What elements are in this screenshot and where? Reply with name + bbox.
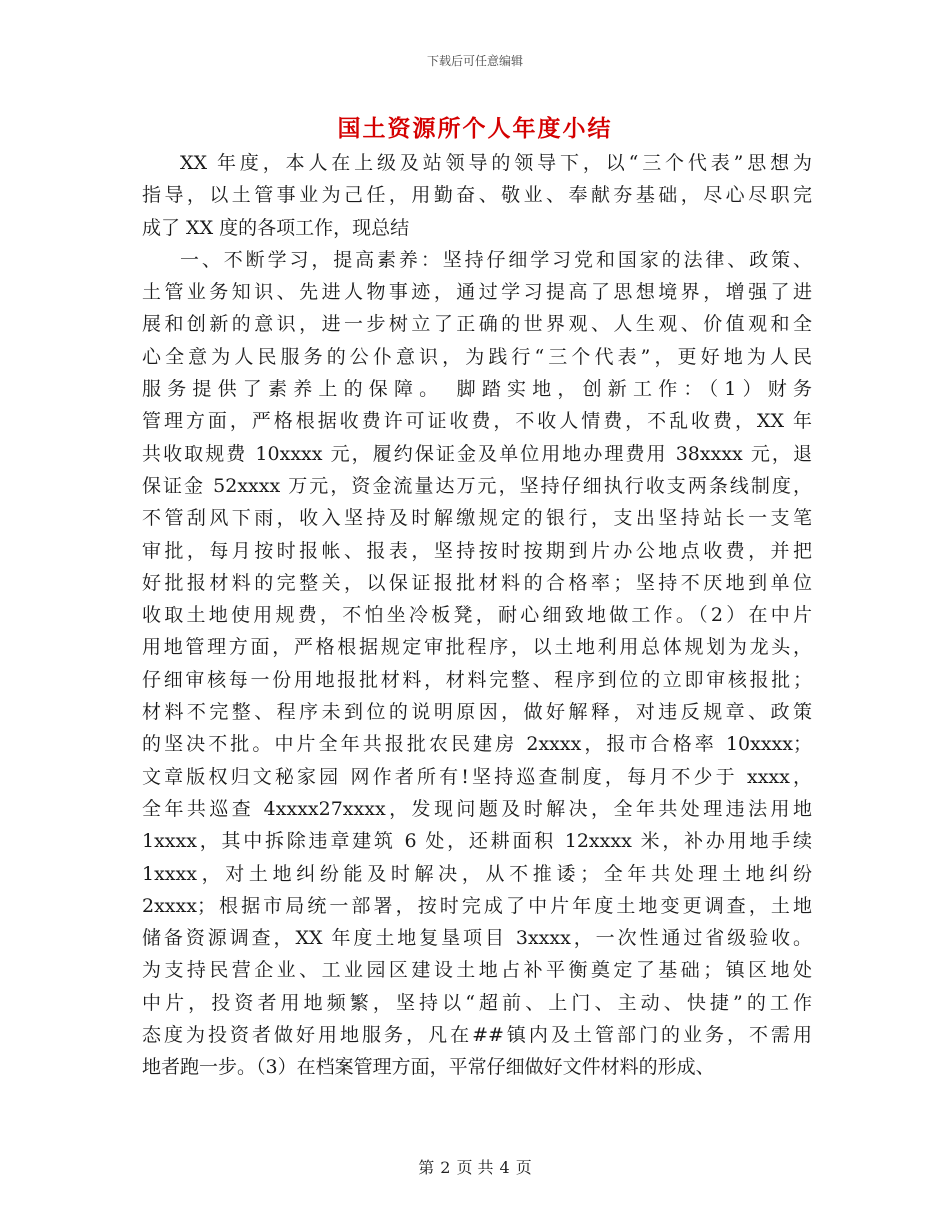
body-line: 态度为投资者做好用地服务，凡在##镇内及土管部门的业务，不需用 [142, 1024, 812, 1047]
body-line: 展和创新的意识，进一步树立了正确的世界观、人生观、价值观和全 [142, 313, 812, 336]
body-line: 为支持民营企业、工业园区建设土地占补平衡奠定了基础；镇区地处 [142, 959, 812, 982]
document-title: 国土资源所个人年度小结 [337, 115, 613, 142]
body-line: 一、不断学习，提高素养：坚持仔细学习党和国家的法律、政策、 [180, 248, 812, 271]
body-line: 指导，以土管事业为己任，用勤奋、敬业、奉献夯基础，尽心尽职完 [142, 184, 812, 207]
body-line: 2xxxx；根据市局统一部署，按时完成了中片年度土地变更调查，土地 [142, 894, 812, 917]
body-line: 地者跑一步。（3）在档案管理方面，平常仔细做好文件材料的形成、 [142, 1056, 715, 1079]
footer-total-pages: 4 [499, 1158, 510, 1177]
body-line: 好批报材料的完整关，以保证报批材料的合格率；坚持不厌地到单位 [142, 571, 812, 594]
page-footer [0, 1155, 950, 1178]
body-line: 材料不完整、程序未到位的说明原因，做好解释，对违反规章、政策 [142, 701, 812, 724]
body-line: XX 年度，本人在上级及站领导的领导下，以“三个代表”思想为 [180, 152, 812, 174]
body-line: 用地管理方面，严格根据规定审批程序，以土地利用总体规划为龙头， [142, 636, 812, 659]
body-line: 不管刮风下雨，收入坚持及时解缴规定的银行，支出坚持站长一支笔 [142, 507, 812, 530]
body-line: 1xxxx，对土地纠纷能及时解决，从不推诿；全年共处理土地纠纷 [142, 862, 812, 885]
footer-suffix: 页 [515, 1158, 532, 1177]
body-line: 中片，投资者用地频繁，坚持以“超前、上门、主动、快捷”的工作 [142, 991, 812, 1014]
body-line: 文章版权归文秘家园 网作者所有!坚持巡查制度，每月不少于 xxxx， [142, 765, 812, 788]
body-line: 心全意为人民服务的公仆意识，为践行“三个代表”，更好地为人民 [142, 345, 812, 368]
body-line: 共收取规费 10xxxx 元，履约保证金及单位用地办理费用 38xxxx 元，退 [142, 442, 812, 465]
body-line: 全年共巡查 4xxxx27xxxx，发现问题及时解决，全年共处理违法用地 [142, 797, 812, 820]
body-line: 1xxxx，其中拆除违章建筑 6 处，还耕面积 12xxxx 米，补办用地手续 [142, 830, 812, 853]
body-line: 收取土地使用规费，不怕坐冷板凳，耐心细致地做工作。（2）在中片 [142, 604, 812, 627]
body-line: 仔细审核每一份用地报批材料，材料完整、程序到位的立即审核报批； [142, 668, 812, 691]
body-line: 的坚决不批。中片全年共报批农民建房 2xxxx，报市合格率 10xxxx； [142, 733, 812, 756]
page-header: 下载后可任意编辑 [426, 54, 523, 68]
body-line: 储备资源调查，XX 年度土地复垦项目 3xxxx，一次性通过省级验收。 [142, 927, 812, 950]
body-line: 服务提供了素养上的保障。 脚踏实地，创新工作：（1）财务 [142, 378, 812, 401]
footer-prefix: 第 [418, 1158, 435, 1177]
body-line: 土管业务知识、先进人物事迹，通过学习提高了思想境界，增强了进 [142, 281, 812, 304]
body-line: 保证金 52xxxx 万元，资金流量达万元，坚持仔细执行收支两条线制度， [142, 474, 812, 497]
document-body [142, 147, 812, 1084]
footer-page-number: 2 [440, 1158, 451, 1177]
body-line: 审批，每月按时报帐、报表，坚持按时按期到片办公地点收费，并把 [142, 539, 812, 562]
body-line: 成了 XX 度的各项工作，现总结 [142, 216, 410, 239]
body-line: 管理方面，严格根据收费许可证收费，不收人情费，不乱收费，XX 年 [142, 410, 812, 433]
footer-middle: 页 共 [456, 1158, 494, 1177]
